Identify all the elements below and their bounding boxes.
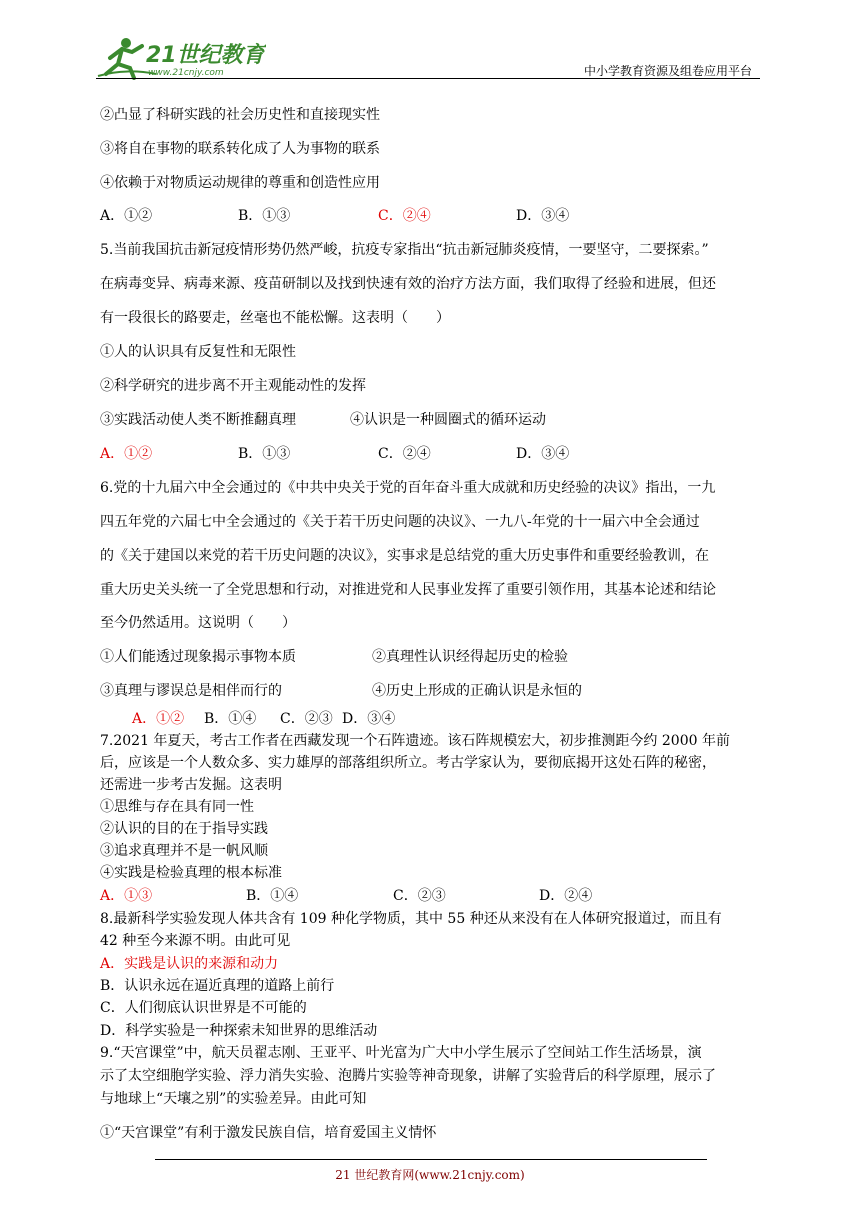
q8-stem-line-1: 8.最新科学实验发现人体共含有 109 种化学物质，其中 55 种还从来没有在人体研究报道过，而且有 [100, 911, 722, 927]
q8-option-d: D．科学实验是一种探索未知世界的思维活动 [100, 1023, 378, 1039]
footer-text: 21 世纪教育网(www.21cnjy.com) [335, 1168, 525, 1182]
q7-option-d: D．②④ [539, 888, 593, 904]
q5-option-a-answer: A．①② [100, 446, 153, 462]
q7-stem-line-1: 7.2021 年夏天，考古工作者在西藏发现一个石阵遗迹。该石阵规模宏大，初步推测距今约 2000 年前 [100, 733, 730, 749]
q5-item-4: ④认识是一种圆圈式的循环运动 [350, 412, 546, 428]
q7-item-4: ④实践是检验真理的根本标准 [100, 865, 282, 881]
footer-divider [155, 1159, 707, 1160]
q7-item-1: ①思维与存在具有同一性 [100, 799, 254, 815]
q7-option-b: B．①④ [246, 888, 299, 904]
q8-option-c: C．人们彻底认识世界是不可能的 [100, 1000, 307, 1016]
q4-item-2: ②凸显了科研实践的社会历史性和直接现实性 [100, 107, 380, 123]
q6-item-1: ①人们能透过现象揭示事物本质 [100, 649, 296, 665]
q6-item-2: ②真理性认识经得起历史的检验 [372, 649, 568, 665]
q6-item-3: ③真理与谬误总是相伴而行的 [100, 683, 282, 699]
q7-option-a-answer: A．①③ [100, 888, 153, 904]
q8-option-b: B．认识永远在逼近真理的道路上前行 [100, 978, 335, 994]
q6-option-d: D．③④ [342, 711, 396, 727]
page-header [96, 34, 758, 84]
q5-item-3: ③实践活动使人类不断推翻真理 [100, 412, 296, 428]
q4-option-a: A．①② [100, 208, 153, 224]
q6-option-c: C．②③ [280, 711, 333, 727]
q4-item-4: ④依赖于对物质运动规律的尊重和创造性应用 [100, 175, 380, 191]
q4-option-b: B．①③ [238, 208, 291, 224]
q6-stem-line-5: 至今仍然适用。这说明（ ） [100, 615, 296, 631]
q9-stem-line-2: 示了太空细胞学实验、浮力消失实验、泡腾片实验等神奇现象，讲解了实验背后的科学原理，展示了 [100, 1068, 716, 1084]
q9-stem-line-1: 9.“天宫课堂”中，航天员翟志刚、王亚平、叶光富为广大中小学生展示了空间站工作生活场景，演 [100, 1045, 702, 1061]
q6-stem-line-4: 重大历史关头统一了全党思想和行动，对推进党和人民事业发挥了重要引领作用，其基本论述和结论 [100, 582, 716, 598]
q7-option-c: C．②③ [393, 888, 446, 904]
q5-item-1: ①人的认识具有反复性和无限性 [100, 344, 296, 360]
q6-option-b: B．①④ [204, 711, 257, 727]
q6-stem-line-3: 的《关于建国以来党的若干历史问题的决议》，实事求是总结党的重大历史事件和重要经验教训，在 [100, 548, 709, 564]
q7-item-3: ③追求真理并不是一帆风顺 [100, 843, 268, 859]
q7-stem-line-3: 还需进一步考古发掘。这表明 [100, 777, 282, 793]
logo-url: www.21cnjy.com [148, 68, 224, 78]
header-divider [96, 78, 760, 79]
q7-stem-line-2: 后，应该是一个人数众多、实力雄厚的部落组织所立。考古学家认为，要彻底揭开这处石阵的秘密， [100, 755, 716, 771]
logo-text: 21世纪教育 [146, 43, 265, 68]
q8-stem-line-2: 42 种至今来源不明。由此可见 [100, 933, 291, 949]
q4-option-c-answer: C．②④ [378, 208, 431, 224]
q6-stem-line-2: 四五年党的六届七中全会通过的《关于若干历史问题的决议》、一九八-年党的十一届六中全会通过 [100, 514, 700, 530]
q7-item-2: ②认识的目的在于指导实践 [100, 821, 268, 837]
q5-option-c: C．②④ [378, 446, 431, 462]
q6-item-4: ④历史上形成的正确认识是永恒的 [372, 683, 582, 699]
q5-option-b: B．①③ [238, 446, 291, 462]
q4-option-d: D．③④ [516, 208, 570, 224]
site-logo [96, 34, 266, 80]
q8-option-a-answer: A．实践是认识的来源和动力 [100, 956, 279, 972]
q5-stem-line-1: 5.当前我国抗击新冠疫情形势仍然严峻，抗疫专家指出“抗击新冠肺炎疫情，一要坚守，二要探索。” [100, 242, 709, 258]
q6-option-a-answer: A．①② [132, 711, 185, 727]
q5-item-2: ②科学研究的进步离不开主观能动性的发挥 [100, 378, 366, 394]
q6-stem-line-1: 6.党的十九届六中全会通过的《中共中央关于党的百年奋斗重大成就和历史经验的决议》指出，一九 [100, 480, 716, 496]
q5-stem-line-2: 在病毒变异、病毒来源、疫苗研制以及找到快速有效的治疗方法方面，我们取得了经验和进展，但还 [100, 276, 716, 292]
header-platform-text: 中小学教育资源及组卷应用平台 [583, 64, 752, 78]
q5-stem-line-3: 有一段很长的路要走，丝毫也不能松懈。这表明（ ） [100, 310, 450, 326]
q4-item-3: ③将自在事物的联系转化成了人为事物的联系 [100, 141, 380, 157]
q9-stem-line-3: 与地球上“天壤之别”的实验差异。由此可知 [100, 1091, 367, 1107]
q5-option-d: D．③④ [516, 446, 570, 462]
q9-item-1: ①“天宫课堂”有利于激发民族自信，培育爱国主义情怀 [100, 1125, 437, 1141]
